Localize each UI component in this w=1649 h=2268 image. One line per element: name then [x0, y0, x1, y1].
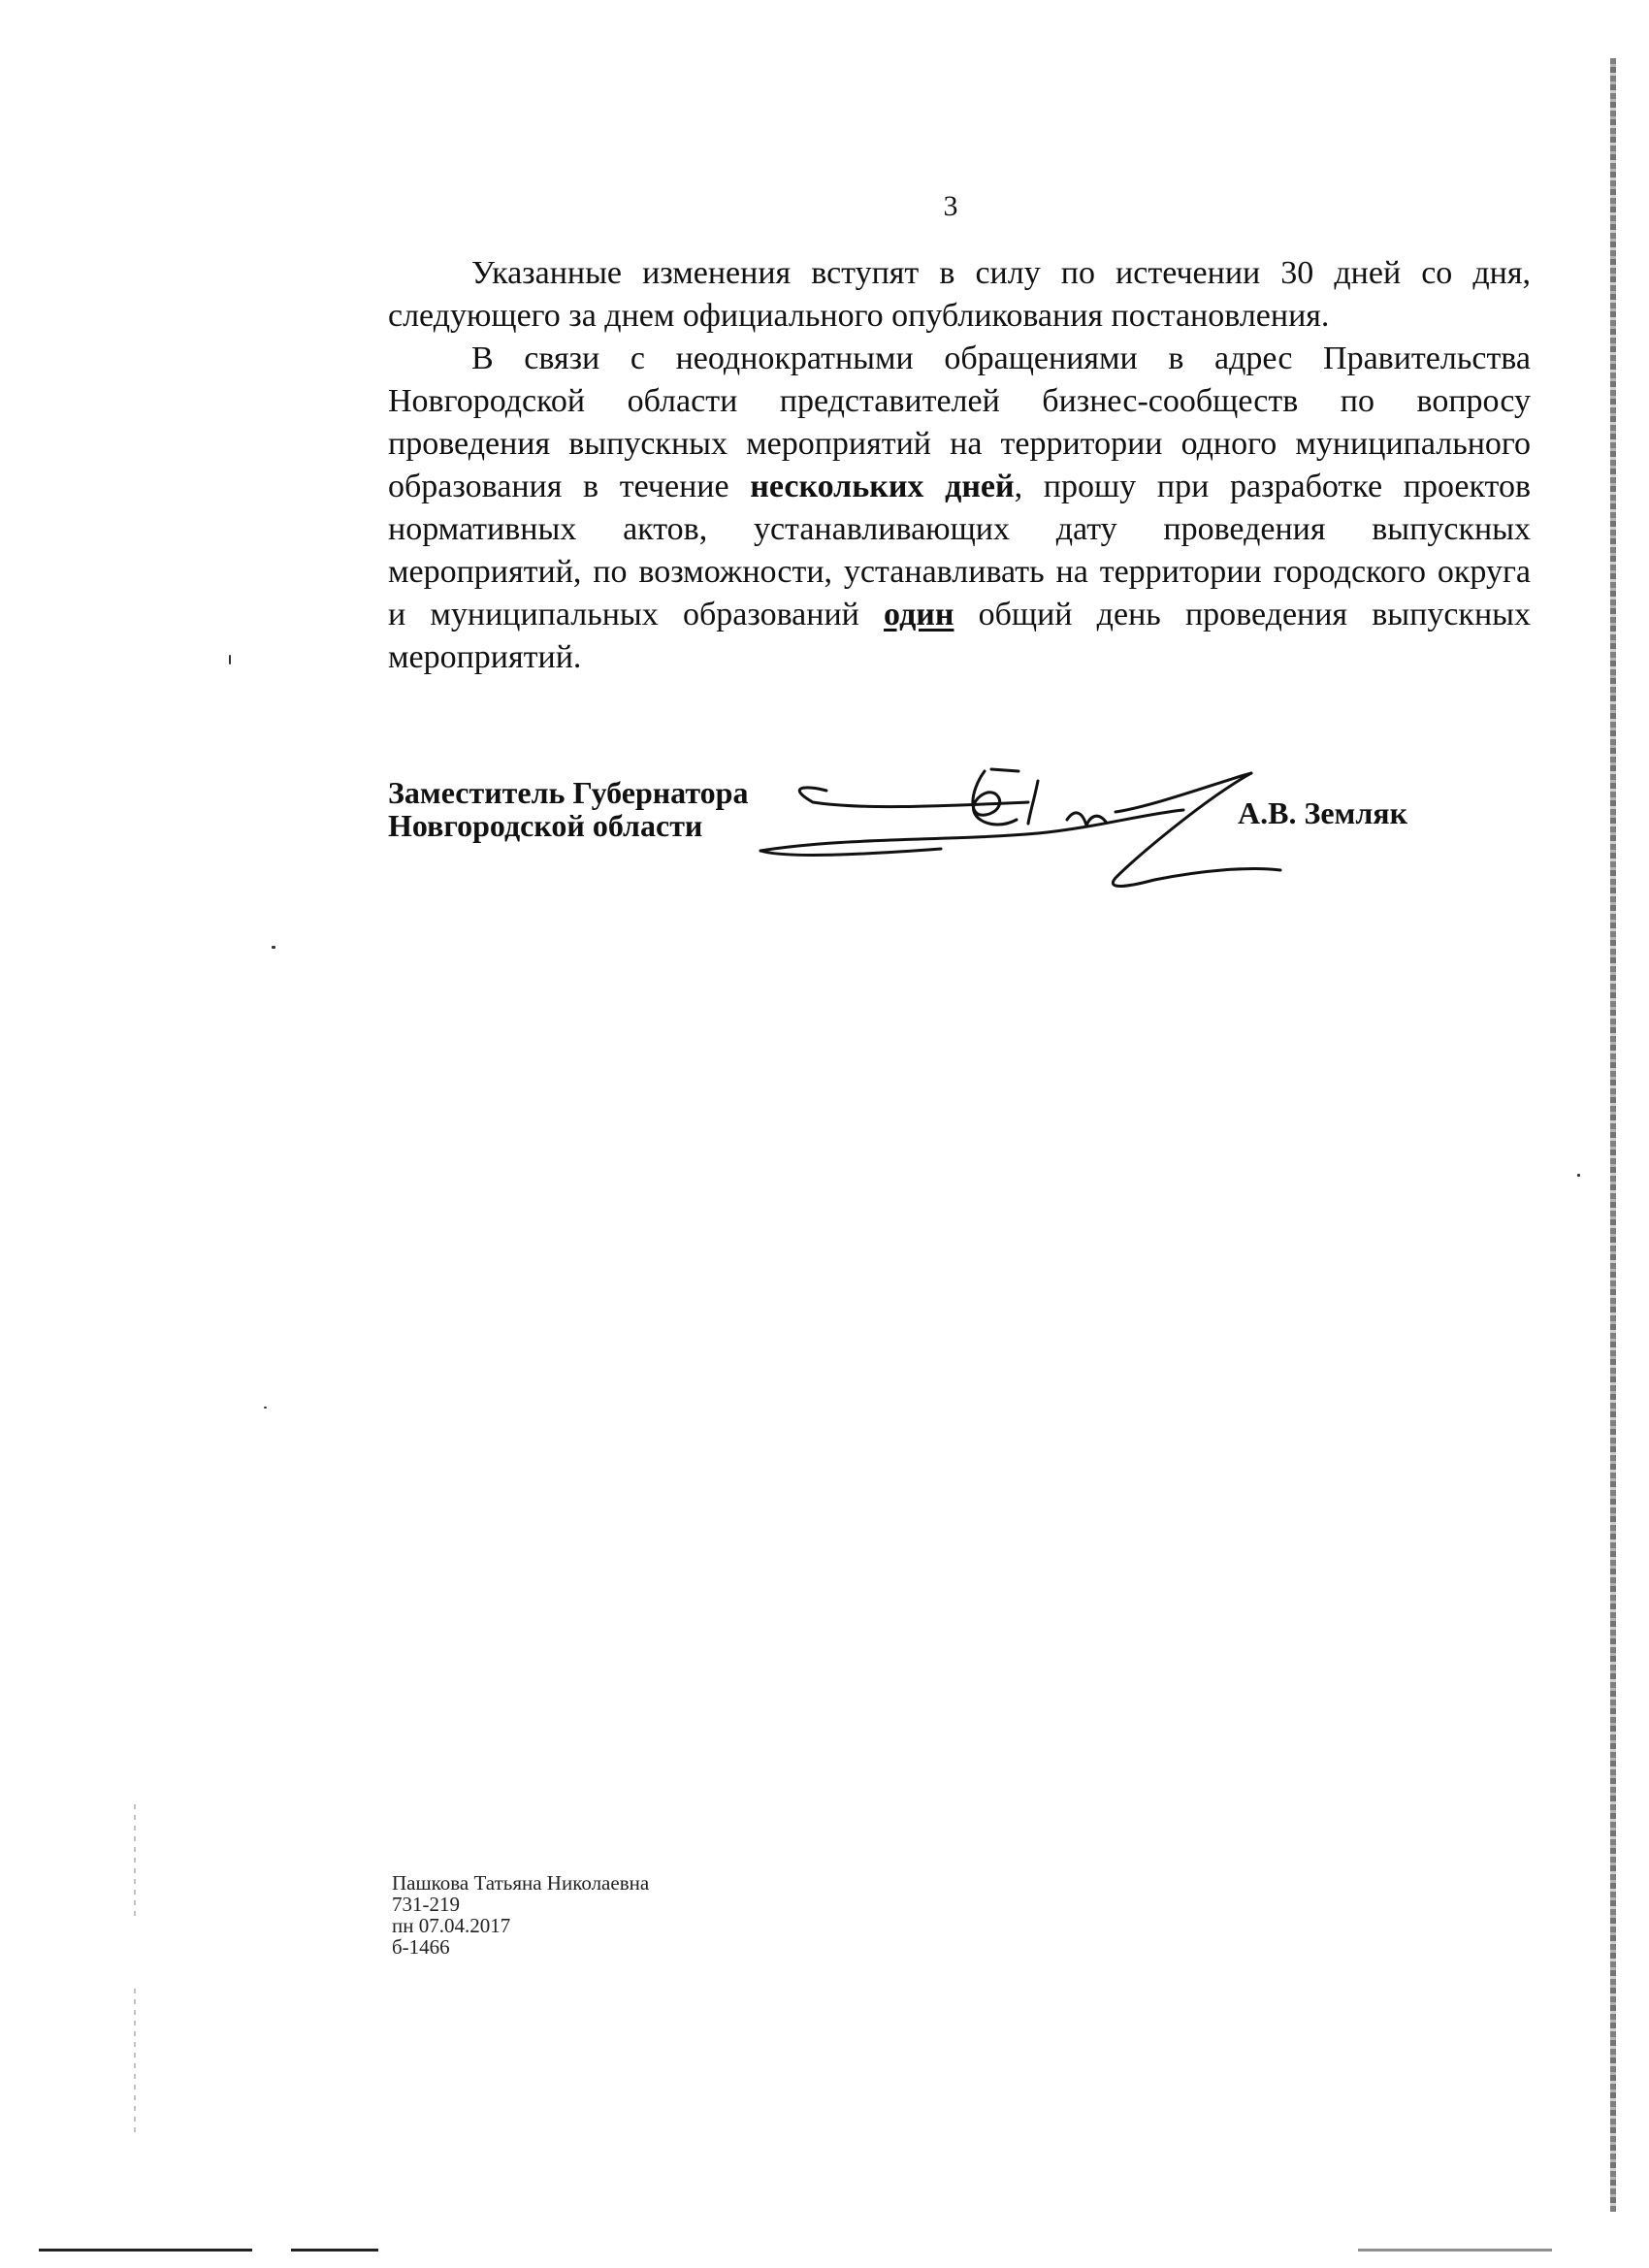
scan-speck	[1577, 1174, 1580, 1177]
executor-phone: 731-219	[392, 1893, 460, 1916]
executor-ref: б-1466	[392, 1935, 450, 1959]
letter-body	[388, 252, 1531, 679]
signatory-name: А.В. Земляк	[1238, 795, 1408, 830]
scan-edge-left	[134, 1989, 136, 2134]
scan-edge-right	[1610, 58, 1616, 2212]
paragraph-request-text: , прошу при разработке проектов нормативных актов, устанавливающих дату проведения выпускных мероприятий, по возможности, устанавливать на территории городского округа и муниципальных образований	[388, 469, 1531, 632]
paragraph-effective-date: Указанные изменения вступят в силу по истечении 30 дней со дня, следующего за днем официального опубликования постановления.	[388, 255, 1531, 334]
paragraph-request	[388, 338, 1531, 679]
executor-date: пн 07.04.2017	[392, 1914, 511, 1937]
emphasis-one: один	[884, 597, 954, 632]
page-number: 3	[943, 190, 958, 222]
emphasis-several-days: нескольких дней	[750, 469, 1015, 504]
executor-info	[392, 1872, 649, 1958]
handwritten-signature	[747, 752, 1290, 907]
paragraph-request-text: В связи с неоднократными обращениями в адрес Правительства Новгородской области представителей бизнес-сообществ по вопросу проведения выпускных мероприятий на территории одного муниципального образования в течение	[388, 340, 1531, 504]
scan-edge-left	[134, 1804, 136, 1921]
signatory-position	[388, 776, 748, 842]
scan-speck	[229, 655, 231, 664]
scan-bottom-edge	[39, 2249, 252, 2252]
scan-speck	[272, 946, 275, 949]
position-line: Новгородской области	[388, 808, 703, 843]
scan-speck	[264, 1407, 267, 1409]
executor-name: Пашкова Татьяна Николаевна	[392, 1871, 650, 1895]
paragraph-request-text: общий день проведения выпускных мероприятий.	[388, 597, 1531, 675]
scan-bottom-edge	[1358, 2249, 1552, 2252]
scan-bottom-edge	[291, 2249, 378, 2252]
position-line: Заместитель Губернатора	[388, 775, 749, 810]
